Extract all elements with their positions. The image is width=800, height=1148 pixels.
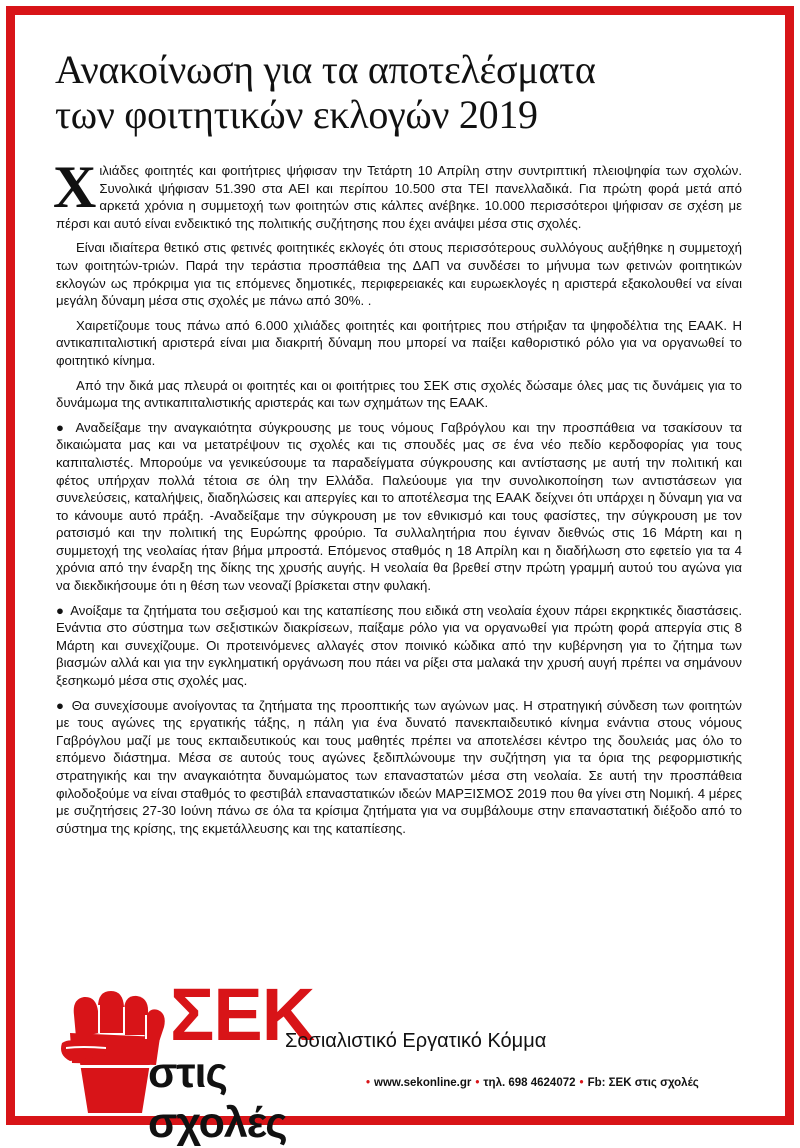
bullet-paragraph-2 — [56, 602, 742, 690]
paragraph-participation: Είναι ιδιαίτερα θετικό στις φετινές φοιτητικές εκλογές ότι στους περισσότερους συλλόγους αυξήθηκε η συμμετοχή των φοιτητών-τριών. Παρά την τεράστια προσπάθεια της ΔΑΠ να συνδέσει το μήνυμα των φετινών φοιτητικών εκλογών ως πρόκριμα για τις επόμενες δημοτικές, περιφερειακές και ευρωεκλογές η αριστερά εξακολουθεί να είναι μεγάλη δύναμη μέσα στις σχολές με πάνω από 30%. . — [56, 240, 742, 309]
bullet-paragraph-1 — [56, 419, 742, 595]
separator-dot: • — [579, 1077, 584, 1089]
contact-line — [362, 1077, 699, 1089]
logo-subtitle: στις σχολές — [148, 1049, 287, 1147]
website-link[interactable]: www.sekonline.gr — [374, 1077, 472, 1089]
paragraph-intro-text: ιλιάδες φοιτητές και φοιτήτριες ψήφισαν την Τετάρτη 10 Απρίλη στην συντριπτική πλειοψηφία των σχολών. Συνολικά ψήφισαν 51.390 στα ΑΕΙ και περίπου 10.500 στα ΤΕΙ πανελλαδικά. Για πρώτη φορά μετά από αρκετά χρόνια η συμμετοχή των φοιτητών στις κάλπες ανέβηκε. 10.000 περισσότεροι ψήφισαν σε σχέση με πέρσι και αυτό είναι ενδεικτικό της πολιτικής συζήτησης που έχει ανάψει μέσα στις σχολές. — [56, 163, 742, 231]
facebook-link[interactable]: Fb: ΣΕΚ στις σχολές — [587, 1077, 699, 1089]
article-body — [53, 154, 743, 844]
paragraph-intro — [53, 154, 742, 232]
party-name: Σοσιαλιστικό Εργατικό Κόμμα — [285, 1030, 547, 1052]
separator-dot: • — [366, 1077, 371, 1089]
bullet-paragraph-3 — [56, 697, 742, 838]
separator-dot: • — [475, 1077, 480, 1089]
title-line-2: των φοιτητικών εκλογών 2019 — [55, 92, 538, 137]
title-line-1: Ανακοίνωση για τα αποτελέσματα — [55, 47, 596, 92]
paragraph-sek-role: Από την δικά μας πλευρά οι φοιτητές και οι φοιτήτριες του ΣΕΚ στις σχολές δώσαμε όλες μας τις δυνάμεις για το δυνάμωμα της αντικαπιταλιστικής αριστεράς και των σχημάτων της ΕΑΑΚ. — [56, 377, 742, 411]
bullet-text-1: Αναδείξαμε την αναγκαιότητα σύγκρουσης με τους νόμους Γαβρόγλου και την προσπάθεια να τσακίσουν τα δικαιώματα μας και να μετατρέψουν τις σχολές και τις σπουδές μας σε ένα νέο πεδίο κερδοφορίας για τους καπιταλιστές. Μπορούμε να γενικεύσουμε τα παραδείγματα σύγκρουσης και αντίστασης με αυτή την πολιτική και φέτος υπήρχαν πολλά τέτοια σε όλη την Ελλάδα. Παλεύουμε για την συνολικοποίηση των αντιστάσεων για συνελεύσεις, καταλήψεις, διαδηλώσεις και απεργίες και το αποτέλεσμα της ΕΑΑΚ δείχνει ότι υπάρχει η δύναμη για να το κάνουμε αυτό πράξη. -Αναδείξαμε την σύγκρουση με τον εθνικισμό και τους φασίστες, την σύγκρουση με τον ρατσισμό και την πολιτική της Ευρώπης φρούριο. Τα συλλαλητήρια που έγιναν διεθνώς στις 16 Μάρτη και η συμμετοχή της νεολαίας ήταν βήμα μπροστά. Επόμενος σταθμός η 18 Απρίλη και η διαδήλωση στο εφετείο για τα 4 χρόνια από την έναρξη της δίκης της χρυσής αυγής. Η νεολαία θα βρεθεί στην πρώτη γραμμή αυτού του αγώνα για να διεκδικήσουμε ότι η θέση των νεοναζί βρίσκεται στην φυλακή. — [56, 419, 742, 594]
paragraph-greeting: Χαιρετίζουμε τους πάνω από 6.000 χιλιάδες φοιτητές και φοιτήτριες που στήριξαν τα ψηφοδέλτια της ΕΑΑΚ. Η αντικαπιταλιστική αριστερά είναι μια διακριτή δύναμη που μπορεί να παίξει καθοριστικό ρόλο για να οργανωθεί το φοιτητικό κίνημα. — [56, 317, 742, 368]
bullet-text-2: Ανοίξαμε τα ζητήματα του σεξισμού και της καταπίεσης που ειδικά στη νεολαία έχουν πάρει εκρηκτικές διαστάσεις. Ενάντια στο σύστημα των σεξιστικών διακρίσεων, παίξαμε ρόλο για να οργανωθεί για πρώτη φορά απεργία στις 8 Μάρτη και συνεχίζουμε. Οι προτεινόμενες αλλαγές στον ποινικό κώδικα από την κυβέρνηση για το ζήτημα των βιασμών αλλά και για την εγκληματική οργάνωση που πάει να ρίξει στα μαλακά την χρυσή αυγή πρέπει να σημάνουν ξεσηκωμό μέσα στις σχολές μας. — [56, 602, 743, 689]
bullet-icon: ● — [56, 697, 66, 713]
bullet-text-3: Θα συνεχίσουμε ανοίγοντας τα ζητήματα της προοπτικής των αγώνων μας. Η στρατηγική σύνδεση των φοιτητών με τους αγώνες της εργατικής τάξης, η πάλη για ένα δυνατό πανεκπαιδευτικό κίνημα ενάντια στους νόμους Γαβρόγλου μαζί με τους εκπαιδευτικούς και τους μαθητές πρέπει να αποτελέσει κέντρο της δουλειάς μας όλο το επόμενο διάστημα. Μέσα σε αυτούς τους αγώνες ξεδιπλώνουμε την συζήτηση για τα όρια της ρεφορμιστικής στρατηγικής και την αναγκαιότητα δυναμώματος των επαναστατών μέσα στη νεολαία. Σε αυτή την προσπάθεια φιλοδοξούμε να είναι σταθμός το φεστιβάλ επαναστατικών ιδεών ΜΑΡΞΙΣΜΟΣ 2019 που θα γίνει στη Νομική. 4 μέρες με συζητήσεις 27-30 Ιούνη πάνω σε όλα τα κρίσιμα ζητήματα για να συμβάλουμε στην επαναστατική διέξοδο από το σύστημα της κρίσης, της εκμετάλλευσης και της καταπίεσης. — [56, 697, 743, 836]
drop-cap: Χ — [53, 154, 97, 220]
phone-number: τηλ. 698 4624072 — [483, 1077, 576, 1089]
bullet-icon: ● — [56, 419, 68, 435]
bullet-icon: ● — [56, 602, 65, 618]
page-title — [55, 47, 755, 137]
logo-wordmark: ΣΕΚ — [170, 973, 315, 1056]
